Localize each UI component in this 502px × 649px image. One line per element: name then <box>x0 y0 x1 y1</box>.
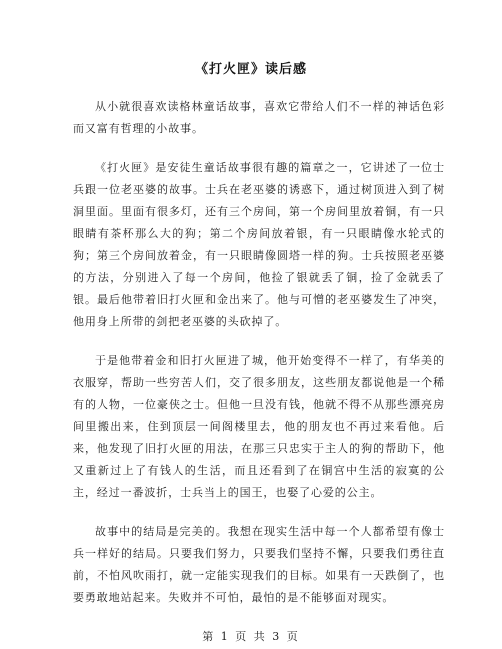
document-body <box>73 96 445 626</box>
paragraph: 于是他带着金和旧打火匣进了城，他开始变得不一样了，有华美的衣服穿，帮助一些穷苦人们，交了很多朋友，这些朋友都说他是一个稀有的人物，一位豪侠之士。但他一旦没有钱，他就不得不从那些漂亮房间里搬出来，住到顶层一间阁楼里去，他的朋友也不再过来看他。后来，他发现了旧打火匣的用法，在那三只忠实于主人的狗的帮助下，他又重新过上了有钱人的生活，而且还看到了在铜宫中生活的寂寞的公主，经过一番波折，士兵当上的国王，也娶了心爱的公主。 <box>73 354 445 499</box>
paragraph: 故事中的结局是完美的。我想在现实生活中每一个人都希望有像士兵一样好的结局。只要我们努力，只要我们坚持不懈，只要我们勇往直前，不怕风吹雨打，就一定能实现我们的目标。如果有一天跌倒了，也要勇敢地站起来。失败并不可怕，最怕的是不能够面对现实。 <box>73 525 445 604</box>
document-title: 《打火匣》读后感 <box>194 62 307 77</box>
page-number-footer: 第 1 页 共 3 页 <box>202 630 300 643</box>
paragraph: 从小就很喜欢读格林童话故事，喜欢它带给人们不一样的神话色彩而又富有哲理的小故事。 <box>73 100 445 135</box>
paragraph: 《打火匣》是安徒生童话故事很有趣的篇章之一，它讲述了一位士兵跟一位老巫婆的故事。士兵在老巫婆的诱惑下，通过树顶进入到了树洞里面。里面有很多灯，还有三个房间，第一个房间里放着铜，有一只眼睛有茶杯那么大的狗；第二个房间放着银，有一只眼睛像水轮式的狗；第三个房间放着金，有一只眼睛像圆塔一样的狗。士兵按照老巫婆的方法，分别进入了每一个房间，他捡了银就丢了铜，捡了金就丢了银。最后他带着旧打火匣和金出来了。他与可憎的老巫婆发生了冲突，他用身上所带的剑把老巫婆的头砍掉了。 <box>73 161 445 328</box>
